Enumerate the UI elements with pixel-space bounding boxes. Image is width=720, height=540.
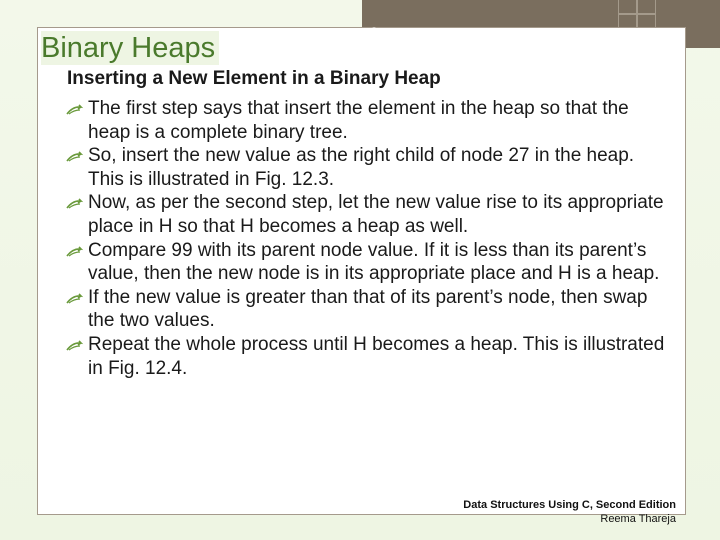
bullet-item bbox=[66, 191, 666, 238]
bullet-text: Repeat the whole process until H becomes a heap. This is illustrated in Fig. 12.4. bbox=[88, 333, 665, 379]
leaf-arrow-icon bbox=[66, 293, 85, 305]
section-heading: Inserting a New Element in a Binary Heap bbox=[67, 68, 441, 89]
bullet-item bbox=[66, 333, 666, 380]
bullet-item bbox=[66, 286, 666, 333]
bullet-item bbox=[66, 239, 666, 286]
bullet-item bbox=[66, 144, 666, 191]
leaf-arrow-icon bbox=[66, 246, 85, 258]
bullet-text: The first step says that insert the element in the heap so that the heap is a complete binary tree. bbox=[88, 98, 629, 143]
footer-book-title: Data Structures Using C, Second Edition bbox=[463, 499, 676, 511]
bullet-list bbox=[66, 97, 666, 380]
bullet-item bbox=[66, 97, 666, 144]
slide-title: Binary Heaps bbox=[41, 31, 219, 65]
leaf-arrow-icon bbox=[66, 151, 85, 163]
bullet-text: If the new value is greater than that of its parent’s node, then swap the two values. bbox=[88, 286, 648, 332]
leaf-arrow-icon bbox=[66, 198, 85, 210]
bullet-text: So, insert the new value as the right child of node 27 in the heap. This is illustrated in Fig. 12.3. bbox=[88, 145, 635, 190]
bullet-text: Now, as per the second step, let the new value rise to its appropriate place in H so that H becomes a heap as well. bbox=[88, 192, 664, 237]
leaf-arrow-icon bbox=[66, 104, 85, 116]
bullet-text: Compare 99 with its parent node value. If it is less than its parent’s value, then the new node is in its appropriate place and H is a heap. bbox=[88, 239, 660, 285]
decorative-grid-cell bbox=[618, 0, 637, 14]
page-number: 8 bbox=[371, 26, 378, 38]
footer-author: Reema Thareja bbox=[600, 513, 676, 525]
decorative-grid-cell bbox=[637, 0, 656, 14]
leaf-arrow-icon bbox=[66, 340, 85, 352]
